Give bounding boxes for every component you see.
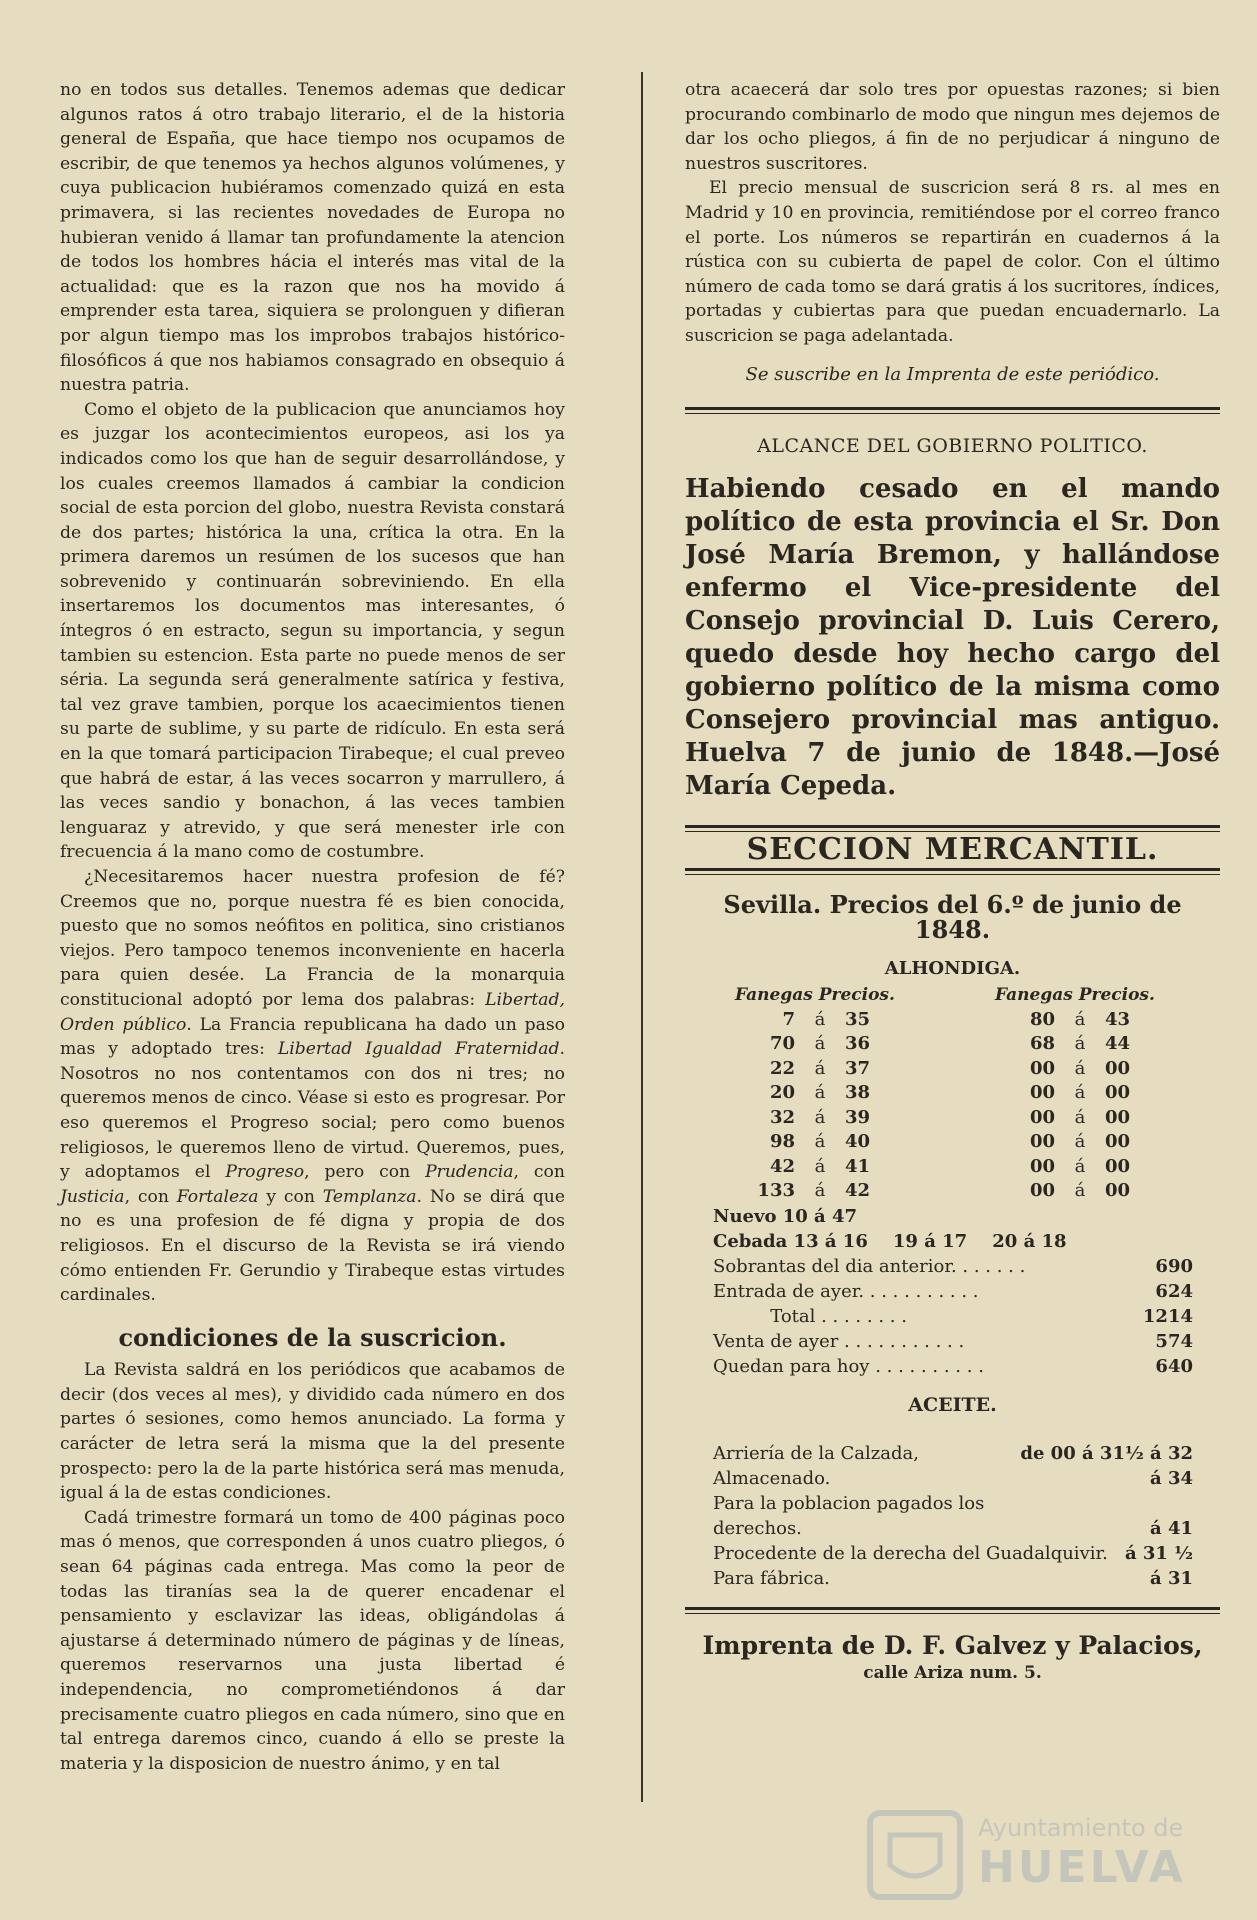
- summary-value: 574: [1155, 1330, 1193, 1352]
- column-divider: [641, 72, 643, 1802]
- price-header: Fanegas Precios.: [995, 985, 1155, 1006]
- summary-value: 690: [1155, 1255, 1193, 1277]
- price-cell: 00: [1105, 1082, 1131, 1104]
- right-column: [685, 78, 1220, 1685]
- price-row: [735, 1032, 935, 1057]
- price-cell: 00: [1105, 1155, 1131, 1177]
- para3-text-f: , con: [124, 1186, 177, 1207]
- aceite-label: Almacenado.: [713, 1468, 831, 1490]
- alhondiga-title: ALHONDIGA.: [884, 957, 1021, 979]
- price-cell: 42: [845, 1180, 871, 1202]
- summary-label: Sobrantas del dia anterior. . . . . . .: [713, 1255, 1026, 1277]
- price-cell: 80: [1029, 1008, 1055, 1030]
- price-cell: 98: [769, 1131, 795, 1153]
- price-cell: 36: [845, 1033, 871, 1055]
- aceite-row: [713, 1441, 1193, 1466]
- aceite-block: [713, 1441, 1193, 1591]
- left-column: [60, 78, 565, 1776]
- aceite-label: derechos.: [713, 1518, 802, 1540]
- para3-text-a: ¿Necesitaremos hacer nuestra profesion de fé? Creemos que no, porque nuestra fé es bien conocida, puesto que no somos neófitos en politica, sino cristianos viejos. Pero tampoco tenemos inconveniente en hacerla para quien desée. La Francia de la monarquia constitucional adoptó por lema dos palabras:: [60, 867, 565, 1010]
- price-cell: 39: [845, 1106, 871, 1128]
- summary-row: [713, 1354, 1193, 1379]
- aceite-label: Arriería de la Calzada,: [713, 1443, 919, 1465]
- price-cell: á: [1074, 1180, 1086, 1202]
- conditions-heading: condiciones de la suscricion.: [118, 1322, 507, 1352]
- double-rule-4: [685, 1607, 1220, 1614]
- price-cell: á: [814, 1180, 826, 1202]
- aceite-value: á 41: [1150, 1518, 1193, 1540]
- price-row: [995, 1081, 1195, 1106]
- aceite-label: Procedente de la derecha del Guadalquivir.: [713, 1543, 1108, 1565]
- price-cell: 00: [1029, 1106, 1055, 1128]
- price-cell: á: [814, 1131, 826, 1153]
- section-title: SECCION MERCANTIL.: [746, 831, 1159, 867]
- price-cell: 00: [1105, 1180, 1131, 1202]
- price-row: [735, 1155, 935, 1180]
- aceite-row: [713, 1516, 1193, 1541]
- left-para-5: Cadá trimestre formará un tomo de 400 páginas poco mas ó menos, que corresponden á unos cuatro pliegos, ó sean 64 páginas cada entrega. Mas como la peor de todas las tiranías sea la de querer encadenar el pensamiento y esclavizar las ideas, obligándolas á ajustarse á determinado número de páginas y de líneas, queremos reservarnos una justa libertad é independencia, no comprometiéndonos á dar precisamente cuatro pliegos en cada número, sino que en tal entrega daremos cinco, cuando á ello se preste la materia y la disposicion de nuestro ánimo, y en tal: [60, 1507, 565, 1774]
- cebada-line: Cebada 13 á 16 19 á 17 20 á 18: [713, 1230, 1067, 1252]
- subscribe-line: Se suscribe en la Imprenta de este periódico.: [745, 363, 1160, 385]
- para3-text-e: , con: [513, 1162, 565, 1183]
- lema-republicana: Libertad Igualdad Fraternidad: [277, 1039, 560, 1060]
- summary-block: [685, 1254, 1220, 1379]
- double-rule-1: [685, 407, 1220, 414]
- price-cell: 00: [1029, 1155, 1055, 1177]
- price-row: [995, 1008, 1195, 1033]
- price-cell: á: [814, 1057, 826, 1079]
- price-cell: á: [1074, 1008, 1086, 1030]
- price-cell: 7: [782, 1008, 795, 1030]
- left-para-3: [60, 865, 565, 1308]
- price-column-right: [995, 983, 1195, 1204]
- price-cell: 22: [769, 1057, 795, 1079]
- virtue-justicia: Justicia: [60, 1186, 125, 1207]
- calle-line: calle Ariza num. 5.: [863, 1662, 1042, 1683]
- price-row: [995, 1155, 1195, 1180]
- summary-value: 1214: [1142, 1305, 1193, 1327]
- price-cell: á: [814, 1033, 826, 1055]
- price-cell: 00: [1105, 1131, 1131, 1153]
- price-row: [995, 1130, 1195, 1155]
- price-row: [735, 1130, 935, 1155]
- price-cell: 42: [769, 1155, 795, 1177]
- double-rule-2: [685, 825, 1220, 832]
- price-cell: 133: [757, 1180, 795, 1202]
- archive-watermark: [860, 1800, 1250, 1910]
- aceite-row: [713, 1491, 1193, 1516]
- price-row: [995, 1057, 1195, 1082]
- aceite-label: Para fábrica.: [713, 1568, 830, 1590]
- summary-row: [713, 1329, 1193, 1354]
- aceite-label: Para la poblacion pagados los: [713, 1493, 985, 1515]
- para3-text-c: . Nosotros no nos contentamos con dos ni tres; no queremos menos de cinco. Véase si esto es progresar. Por eso queremos el Progreso social; pero como buenos religiosos, le queremos lleno de virtud. Queremos, pues, y adoptamos el: [60, 1039, 565, 1183]
- summary-label: Quedan para hoy . . . . . . . . . .: [713, 1355, 984, 1377]
- para3-text-d: , pero con: [304, 1162, 426, 1183]
- aceite-value: á 34: [1150, 1468, 1193, 1490]
- price-column-left: [735, 983, 935, 1204]
- aceite-value: de 00 á 31½ á 32: [1020, 1443, 1193, 1465]
- para3-text-b: . La Francia republicana ha dado un paso mas y adoptado tres:: [60, 1014, 565, 1060]
- summary-label: Total . . . . . . . .: [713, 1305, 907, 1327]
- virtue-fortaleza: Fortaleza: [176, 1186, 259, 1207]
- price-cell: 70: [769, 1033, 795, 1055]
- price-header: Fanegas Precios.: [735, 985, 895, 1006]
- nuevo-line: Nuevo 10 á 47: [713, 1205, 858, 1227]
- price-cell: 44: [1105, 1033, 1131, 1055]
- price-cell: á: [1074, 1057, 1086, 1079]
- price-cell: 00: [1029, 1082, 1055, 1104]
- imprenta-line: Imprenta de D. F. Galvez y Palacios,: [702, 1631, 1203, 1661]
- summary-label: Entrada de ayer. . . . . . . . . . .: [713, 1280, 979, 1302]
- price-cell: á: [1074, 1106, 1086, 1128]
- aceite-value: á 31 ½: [1124, 1543, 1193, 1565]
- sevilla-heading: Sevilla. Precios del 6.º de junio de 1848.: [723, 890, 1182, 944]
- summary-value: 640: [1155, 1355, 1193, 1377]
- price-cell: 41: [845, 1155, 871, 1177]
- price-row: [995, 1179, 1195, 1204]
- price-cell: á: [814, 1106, 826, 1128]
- virtue-prudencia: Prudencia: [425, 1162, 514, 1183]
- price-cell: á: [814, 1008, 826, 1030]
- government-notice: Habiendo cesado en el mando político de esta provincia el Sr. Don José María Bremon, y hallándose enfermo el Vice-presidente del Consejo provincial D. Luis Cerero, quedo desde hoy hecho cargo del gobierno político de la misma como Consejero provincial mas antiguo. Huelva 7 de junio de 1848.—José María Cepeda.: [685, 473, 1220, 801]
- price-cell: 37: [845, 1057, 871, 1079]
- price-row: [735, 1106, 935, 1131]
- price-cell: 20: [769, 1082, 795, 1104]
- price-cell: 00: [1029, 1131, 1055, 1153]
- double-rule-3: [685, 868, 1220, 875]
- coat-of-arms-icon: [860, 1805, 970, 1905]
- price-cell: 68: [1029, 1033, 1055, 1055]
- summary-value: 624: [1155, 1280, 1193, 1302]
- watermark-line-2: HUELVA: [978, 1842, 1186, 1893]
- price-cell: á: [1074, 1033, 1086, 1055]
- left-para-4: La Revista saldrá en los periódicos que acabamos de decir (dos veces al mes), y dividido cada número en dos partes ó sesiones, como hemos anunciado. La forma y carácter de letra será la misma que la del presente prospecto: pero la de la parte histórica será mas menuda, igual á la de estas condiciones.: [60, 1360, 565, 1504]
- left-para-2: Como el objeto de la publicacion que anunciamos hoy es juzgar los acontecimientos europeos, asi los ya indicados como los que han de seguir desarrollándose, y los cuales creemos llamados á cambiar la condicion social de esta porcion del globo, nuestra Revista constará de dos partes; histórica la una, crítica la otra. En la primera daremos un resúmen de los sucesos que han sobrevenido y continuarán sobreviniendo. En ella insertaremos los documentos mas interesantes, ó íntegros ó en estracto, segun su importancia, y segun tambien su estencion. Esta parte no puede menos de ser séria. La segunda será generalmente satírica y festiva, tal vez grave tambien, porque los acaecimientos tienen su parte de sublime, y su parte de ridículo. En esta será en la que tomará participacion Tirabeque; el cual preveo que habrá de estar, á las veces socarron y marrullero, á las veces sandio y bonachon, á las veces tambien lenguaraz y atrevido, y que será menester irle con frecuencia á la mano como de costumbre.: [60, 399, 565, 863]
- watermark-line-1: Ayuntamiento de: [978, 1814, 1184, 1842]
- price-cell: 32: [769, 1106, 795, 1128]
- price-cell: á: [1074, 1082, 1086, 1104]
- aceite-value: á 31: [1150, 1568, 1193, 1590]
- lema-monarquia: Libertad, Orden público: [60, 989, 565, 1035]
- price-row: [735, 1057, 935, 1082]
- virtue-templanza: Templanza: [322, 1186, 417, 1207]
- price-cell: 00: [1029, 1057, 1055, 1079]
- price-table: [735, 983, 1195, 1204]
- aceite-row: [713, 1466, 1193, 1491]
- price-row: [735, 1008, 935, 1033]
- price-cell: 35: [845, 1008, 871, 1030]
- summary-row: [713, 1304, 1193, 1329]
- price-cell: á: [814, 1155, 826, 1177]
- price-cell: 40: [845, 1131, 871, 1153]
- price-row: [735, 1179, 935, 1204]
- price-cell: 00: [1029, 1180, 1055, 1202]
- price-cell: á: [814, 1082, 826, 1104]
- para3-text-h: . No se dirá que no es una profesion de fé digna y propia de dos religiosos. En el discurso de la Revista se irá viendo cómo entienden Fr. Gerundio y Tirabeque estas virtudes cardinales.: [60, 1186, 565, 1306]
- price-cell: á: [1074, 1155, 1086, 1177]
- right-para-1: otra acaecerá dar solo tres por opuestas razones; si bien procurando combinarlo de modo que ningun mes dejemos de dar los ocho pliegos, á fin de no perjudicar á ninguno de nuestros suscritores.: [685, 80, 1220, 174]
- price-row: [735, 1081, 935, 1106]
- summary-label: Venta de ayer . . . . . . . . . . .: [713, 1330, 965, 1352]
- aceite-row: [713, 1566, 1193, 1591]
- price-cell: 38: [845, 1082, 871, 1104]
- left-para-1: no en todos sus detalles. Tenemos ademas que dedicar algunos ratos á otro trabajo literario, el de la historia general de España, que hace tiempo nos ocupamos de escribir, de que tenemos ya hechos algunos volúmenes, y cuya publicacion hubiéramos comenzado quizá en esta primavera, si las recientes novedades de Europa no hubieran venido á llamar tan profundamente la atencion de todos los hombres hácia el interés mas vital de la actualidad: que es la razon que nos ha movido á emprender esta tarea, siquiera se prolonguen y difieran por algun tiempo mas los improbos trabajos histórico-filosóficos á que nos habiamos consagrado en obsequio á nuestra patria.: [60, 80, 565, 396]
- para3-text-g: y con: [258, 1186, 323, 1207]
- virtue-progreso: Progreso: [225, 1162, 305, 1183]
- aceite-row: [713, 1541, 1193, 1566]
- price-cell: 00: [1105, 1057, 1131, 1079]
- right-para-2: El precio mensual de suscricion será 8 rs. al mes en Madrid y 10 en provincia, remitiéndose por el correo franco el porte. Los números se repartirán en cuadernos á la rústica con su cubierta de papel de color. Con el último número de cada tomo se dará gratis á los sucritores, índices, portadas y cubiertas para que puedan encuadernarlo. La suscricion se paga adelantada.: [685, 178, 1220, 346]
- price-cell: 43: [1105, 1008, 1131, 1030]
- price-row: [995, 1032, 1195, 1057]
- summary-row: [713, 1279, 1193, 1304]
- price-row: [995, 1106, 1195, 1131]
- alcance-title: ALCANCE DEL GOBIERNO POLITICO.: [757, 435, 1148, 458]
- price-cell: 00: [1105, 1106, 1131, 1128]
- aceite-title: ACEITE.: [908, 1393, 997, 1416]
- price-cell: á: [1074, 1131, 1086, 1153]
- summary-row: [713, 1254, 1193, 1279]
